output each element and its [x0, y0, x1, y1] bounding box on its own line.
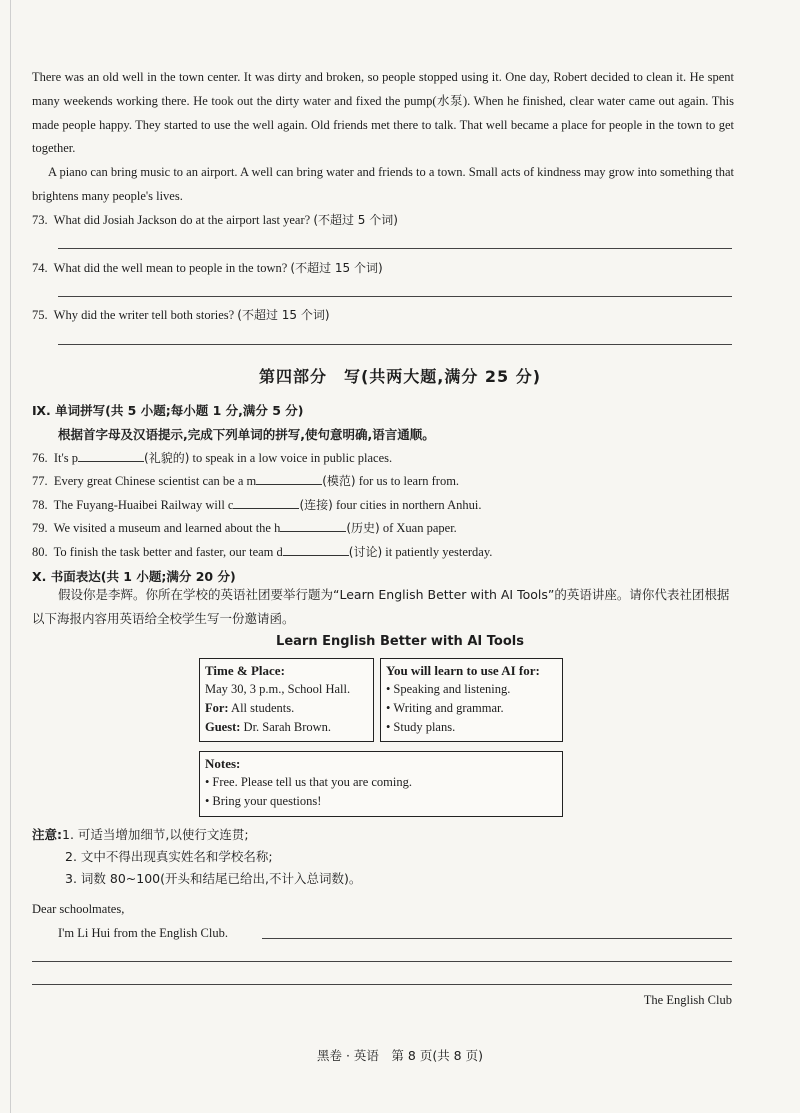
answer-line-73[interactable] — [58, 248, 732, 249]
spelling-blank[interactable] — [283, 543, 349, 556]
time-place-label: Time & Place: — [205, 663, 285, 678]
word-limit: (不超过 5 个词) — [313, 213, 398, 227]
poster-info-box — [199, 658, 374, 742]
chinese-hint: (讨论) — [348, 545, 383, 559]
question-75 — [32, 307, 330, 323]
letter-greeting: Dear schoolmates, — [32, 902, 125, 916]
writing-task: 假设你是李辉。你所在学校的英语社团要举行题为“Learn English Better with AI Tools”的英语讲座。请你代表社团根据以下海报内容用英语给全校学生写一份邀请函。 — [32, 587, 730, 626]
for-label: For: — [205, 701, 229, 715]
learn-item: • Speaking and listening. — [386, 680, 557, 699]
chinese-hint: (模范) — [322, 474, 356, 488]
attention-item: 3. 词数 80~100(开头和结尾已给出,不计入总词数)。 — [65, 871, 362, 886]
word-limit: (不超过 15 个词) — [290, 261, 383, 275]
spelling-item-80 — [32, 543, 492, 560]
item-suffix: of Xuan paper. — [382, 521, 457, 535]
learn-item: • Study plans. — [386, 718, 557, 737]
item-suffix: for us to learn from. — [358, 474, 460, 488]
poster-notes-box — [199, 751, 563, 817]
guest — [205, 718, 368, 737]
item-suffix: four cities in northern Anhui. — [335, 498, 482, 512]
part-four-title: 第四部分 写(共两大题,满分 25 分) — [258, 367, 542, 386]
question-text: What did Josiah Jackson do at the airport last year? — [53, 213, 311, 227]
writing-line-1[interactable] — [262, 938, 732, 939]
page-footer: 黑卷 · 英语 第 8 页(共 8 页) — [317, 1048, 483, 1063]
time-place-value: May 30, 3 p.m., School Hall. — [205, 682, 351, 696]
spelling-blank[interactable] — [78, 449, 144, 462]
audience — [205, 699, 368, 718]
attention-label: 注意: — [32, 827, 62, 842]
poster-title: Learn English Better with AI Tools — [276, 634, 524, 649]
section-10-heading: Ⅹ. 书面表达(共 1 小题;满分 20 分) — [32, 569, 236, 584]
passage-paragraph-1: There was an old well in the town center. It was dirty and broken, so people stopped using it. One day, Robert decided to clean it. He spent many weekends working there. He took out the dirty water and fixed the pump(水泵). When he finished, clear water came out again. This made people happy. They started to use the well again. Old friends met there to talk. That well became a place for people in the town to get together. — [32, 70, 734, 156]
item-number: 76. — [32, 451, 48, 465]
passage-paragraph-2: A piano can bring music to an airport. A well can bring water and friends to a town. Small acts of kindness may grow into something that brightens many people's lives. — [32, 165, 734, 203]
question-number: 75. — [32, 308, 48, 322]
spelling-blank[interactable] — [256, 472, 322, 485]
notes-label: Notes: — [205, 756, 241, 771]
chinese-hint: (礼貌的) — [144, 451, 190, 465]
item-number: 77. — [32, 474, 48, 488]
item-number: 79. — [32, 521, 48, 535]
item-prefix: We visited a museum and learned about the h — [53, 521, 281, 535]
spelling-blank[interactable] — [280, 519, 346, 532]
learn-label: You will learn to use AI for: — [386, 663, 540, 678]
question-73 — [32, 212, 398, 228]
question-number: 74. — [32, 261, 48, 275]
question-text: What did the well mean to people in the town? — [53, 261, 288, 275]
item-suffix: it patiently yesterday. — [385, 545, 493, 559]
writing-line-3[interactable] — [32, 984, 732, 985]
poster-learn-box — [380, 658, 563, 742]
spelling-item-79 — [32, 519, 457, 536]
item-suffix: to speak in a low voice in public places. — [192, 451, 393, 465]
word-limit: (不超过 15 个词) — [237, 308, 330, 322]
spelling-item-77 — [32, 472, 459, 489]
question-text: Why did the writer tell both stories? — [53, 308, 235, 322]
answer-line-75[interactable] — [58, 344, 732, 345]
question-number: 73. — [32, 213, 48, 227]
letter-opening: I'm Li Hui from the English Club. — [58, 926, 228, 940]
guest-value: Dr. Sarah Brown. — [243, 720, 332, 734]
writing-line-2[interactable] — [32, 961, 732, 962]
attention-item: 2. 文中不得出现真实姓名和学校名称; — [65, 849, 273, 864]
note-item: • Bring your questions! — [205, 792, 557, 811]
question-74 — [32, 260, 383, 276]
chinese-hint: (连接) — [299, 498, 333, 512]
attention-notes — [32, 824, 361, 890]
spelling-blank[interactable] — [233, 496, 299, 509]
spelling-item-76 — [32, 449, 392, 466]
attention-item: 1. 可适当增加细节,以使行文连贯; — [62, 827, 249, 842]
answer-line-74[interactable] — [58, 296, 732, 297]
item-number: 78. — [32, 498, 48, 512]
letter-sign: The English Club — [643, 993, 732, 1007]
section-9-heading: Ⅸ. 单词拼写(共 5 小题;每小题 1 分,满分 5 分) — [32, 403, 304, 418]
chinese-hint: (历史) — [346, 521, 380, 535]
item-prefix: Every great Chinese scientist can be a m — [53, 474, 257, 488]
item-number: 80. — [32, 545, 48, 559]
for-value: All students. — [231, 701, 295, 715]
section-9-instruction: 根据首字母及汉语提示,完成下列单词的拼写,使句意明确,语言通顺。 — [58, 427, 435, 442]
left-margin-line — [10, 0, 11, 1113]
guest-label: Guest: — [205, 720, 241, 734]
item-prefix: It's p — [53, 451, 79, 465]
spelling-item-78 — [32, 496, 481, 513]
item-prefix: To finish the task better and faster, our team d — [53, 545, 283, 559]
item-prefix: The Fuyang-Huaibei Railway will c — [53, 498, 234, 512]
note-item: • Free. Please tell us that you are coming. — [205, 773, 557, 792]
learn-item: • Writing and grammar. — [386, 699, 557, 718]
